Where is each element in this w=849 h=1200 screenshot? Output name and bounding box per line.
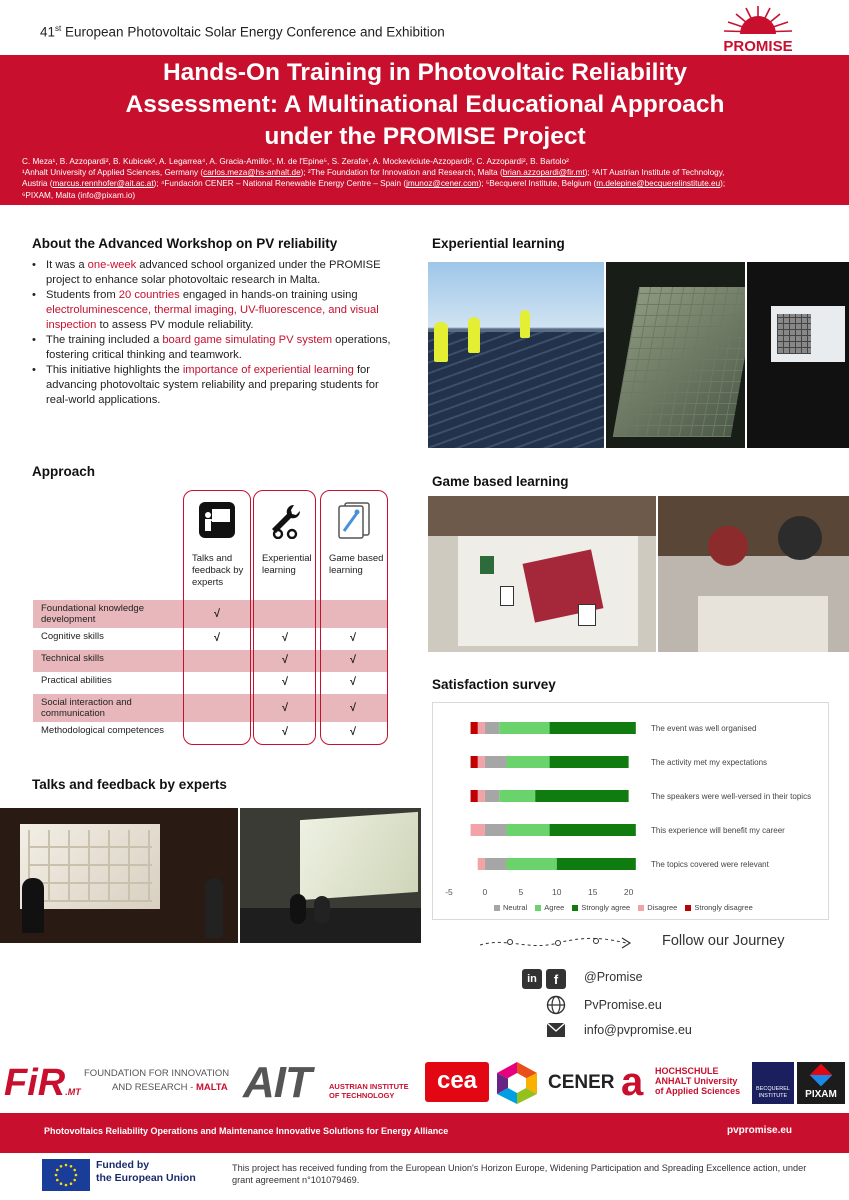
journey-arrow-icon [478, 933, 636, 953]
table-row: Technical skills [33, 650, 388, 672]
bar-segment [471, 790, 478, 802]
bar-segment [471, 824, 485, 836]
experiential-heading: Experiential learning [432, 236, 565, 251]
game-photo-1 [428, 496, 656, 652]
x-tick-label: 20 [623, 887, 634, 897]
mail-icon [546, 1022, 566, 1038]
ait-text: AUSTRIAN INSTITUTE OF TECHNOLOGY [329, 1082, 409, 1100]
email-link[interactable]: m.delepine@becquerelinstitute.eu [596, 179, 721, 189]
check-mark: √ [282, 702, 289, 714]
footer-tagline: Photovoltaics Reliability Operations and Maintenance Innovative Solutions for Energy Alliance [44, 1126, 449, 1136]
chart-legend: Neutral Agree Strongly agree Disagree Strongly disagree [488, 903, 753, 912]
footer-band [0, 1113, 849, 1153]
table-row: Methodological competences [41, 725, 165, 736]
wrench-gears-icon [266, 501, 304, 539]
poster-title: Hands-On Training in Photovoltaic Reliability Assessment: A Multinational Educational Approach under the PROMISE Project [125, 59, 725, 150]
check-mark: √ [282, 654, 289, 666]
email-link[interactable]: jmunoz@cener.com [406, 179, 479, 189]
survey-chart [432, 702, 829, 920]
bar-segment [478, 756, 485, 768]
column-talks: Talks and feedback by experts [183, 490, 251, 745]
category-label: The activity met my expectations [651, 758, 768, 767]
cener-logo: CENER [548, 1072, 615, 1093]
authors-affiliations: C. Meza¹, B. Azzopardi², B. Kubicek³, A. Legarrea⁴, A. Gracia-Amillo⁴, M. de l'Epine⁵, S. Zerafa⁶, A. Mockeviciute-Azzopardi², C. Azzopardi², B. Bartolo² ¹Anhalt University of Applied Sciences, Germany (carlos.meza@hs-anhalt.de); ²The Foundation for Innovation and Research, Malta (brian.azzopardi@fir.mt); ³AIT Austrian Institute of Technology, Austria (marcus.rennhofer@ait.ac.at); ⁴Fundación CENER – National Renewable Energy Centre – Spain (jmunoz@cener.com); ⁵Becquerel Institute, Belgium (m.delepine@becquerelinstitute.eu); ⁶PIXAM, Malta (info@pixam.io) [22, 157, 726, 200]
check-mark: √ [214, 608, 221, 620]
bar-segment [499, 790, 535, 802]
x-tick-label: 0 [482, 887, 488, 897]
eu-flag-icon [42, 1159, 90, 1191]
experiential-photo-2 [606, 262, 745, 448]
about-list [32, 258, 392, 408]
check-mark: √ [282, 726, 289, 738]
list-item: • It was a one-week advanced school organized under the PROMISE project to enhance solar photovoltaic research in Malta. [32, 258, 392, 288]
cea-logo: cea [425, 1062, 489, 1102]
table-row: Social interaction and communication [33, 694, 388, 722]
survey-heading: Satisfaction survey [432, 677, 556, 692]
check-mark: √ [214, 632, 221, 644]
check-mark: √ [350, 632, 357, 644]
footer-url[interactable]: pvpromise.eu [727, 1125, 793, 1136]
hexagon-logo-icon [493, 1060, 541, 1106]
bar-segment [499, 722, 549, 734]
check-mark: √ [282, 676, 289, 688]
anhalt-logo-icon: a [621, 1060, 644, 1104]
partner-logos [0, 1056, 849, 1112]
x-tick-label: 5 [518, 887, 524, 897]
bar-segment [485, 722, 499, 734]
website-link[interactable]: PvPromise.eu [584, 998, 662, 1012]
bar-segment [550, 722, 636, 734]
facebook-icon[interactable]: f [546, 969, 566, 989]
bar-segment [506, 824, 549, 836]
game-photo-2 [658, 496, 849, 652]
check-mark: √ [350, 726, 357, 738]
ait-logo: AIT [243, 1058, 311, 1107]
email-link[interactable]: brian.azzopardi@fir.mt [502, 168, 585, 178]
bar-segment [485, 858, 507, 870]
funding-footer [0, 1153, 849, 1200]
game-heading: Game based learning [432, 474, 569, 489]
column-experiential: Experiential learning [253, 490, 316, 745]
experiential-photo-1 [428, 262, 604, 448]
talks-heading: Talks and feedback by experts [32, 777, 227, 792]
conference-name: 41st European Photovoltaic Solar Energy Conference and Exhibition [40, 24, 445, 40]
bar-segment [506, 858, 556, 870]
list-item: • Students from 20 countries engaged in hands-on training using electroluminescence, thermal imaging, UV-fluorescence, and visual inspection to assess PV module reliability. [32, 288, 392, 333]
table-row: Foundational knowledge development [33, 600, 388, 628]
promise-logo [710, 2, 806, 54]
promise-logo-text: PROMISE [723, 38, 793, 54]
bar-segment [478, 790, 485, 802]
check-mark: √ [350, 654, 357, 666]
bar-segment [485, 824, 507, 836]
x-tick-label: 15 [587, 887, 598, 897]
table-row: Cognitive skills [41, 631, 104, 642]
approach-table [33, 490, 393, 745]
follow-text: Follow our Journey [662, 933, 785, 949]
email-link[interactable]: info@pvpromise.eu [584, 1023, 692, 1037]
table-row: Practical abilities [41, 675, 112, 686]
email-link[interactable]: carlos.meza@hs-anhalt.de [203, 168, 301, 178]
x-tick-label: -5 [445, 887, 453, 897]
bar-segment [471, 722, 478, 734]
column-game: Game based learning [320, 490, 388, 745]
email-link[interactable]: marcus.rennhofer@ait.ac.at [52, 179, 154, 189]
bar-segment [478, 858, 485, 870]
anhalt-text: HOCHSCHULE ANHALT University of Applied Sciences [655, 1066, 741, 1096]
list-item: • The training included a board game simulating PV system operations, fostering critical thinking and teamwork. [32, 333, 392, 363]
bar-segment [550, 756, 629, 768]
survey-chart-svg [433, 703, 830, 921]
category-label: The event was well organised [651, 724, 757, 733]
social-handle[interactable]: @Promise [584, 970, 643, 984]
title-banner [0, 55, 849, 205]
bar-segment [535, 790, 628, 802]
approach-heading: Approach [32, 464, 96, 479]
talks-photo-2 [240, 808, 421, 943]
bar-segment [506, 756, 549, 768]
globe-icon [546, 995, 566, 1015]
check-mark: √ [282, 632, 289, 644]
bar-segment [478, 722, 485, 734]
talks-photo-1 [0, 808, 238, 943]
bar-segment [471, 756, 478, 768]
header-strip [0, 0, 849, 56]
x-tick-label: 10 [552, 887, 562, 897]
pixam-logo: PIXAM [797, 1062, 845, 1104]
bar-segment [485, 756, 507, 768]
funded-by-eu: Funded by the European Union [96, 1159, 196, 1184]
game-cards-icon [335, 501, 373, 539]
list-item: • This initiative highlights the importance of experiential learning for advancing photovoltaic system reliability and preparing students for real-world applications. [32, 363, 392, 408]
category-label: This experience will benefit my career [651, 826, 785, 835]
bar-segment [557, 858, 636, 870]
bar-segment [550, 824, 636, 836]
grant-statement: This project has received funding from the European Union's Horizon Europe, Widening Participation and Spreading Excellence action, under grant agreement n°101079469. [232, 1163, 807, 1185]
bar-segment [485, 790, 499, 802]
experiential-photo-3 [747, 262, 849, 448]
becquerel-logo: BECQUEREL INSTITUTE [752, 1062, 794, 1104]
linkedin-icon[interactable]: in [522, 969, 542, 989]
fir-logo: FiR.MT [4, 1062, 81, 1104]
category-label: The speakers were well-versed in their topics [651, 792, 812, 801]
check-mark: √ [350, 702, 357, 714]
about-heading: About the Advanced Workshop on PV reliability [32, 236, 338, 251]
presentation-icon [198, 501, 236, 539]
category-label: The topics covered were relevant [651, 860, 769, 869]
check-mark: √ [350, 676, 357, 688]
fir-text: FOUNDATION FOR INNOVATION AND RESEARCH - MALTA [84, 1068, 230, 1093]
